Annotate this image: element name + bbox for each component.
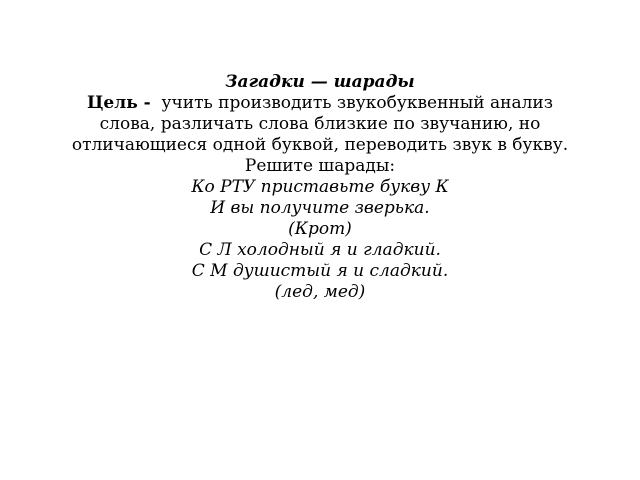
goal-text-1: учить производить звукобуквенный анализ <box>161 93 554 113</box>
riddle-line-2: И вы получите зверька. <box>210 198 430 218</box>
goal-line-3: отличающиеся одной буквой, переводить звук в букву. <box>71 135 569 155</box>
riddle-answer-1: (Крот) <box>288 219 352 239</box>
goal-line-1 <box>40 93 600 114</box>
instruction: Решите шарады: <box>244 156 396 176</box>
riddle-line-4: С М душистый я и сладкий. <box>191 261 449 281</box>
slide-title: Загадки — шарады <box>225 72 415 92</box>
slide-content <box>40 72 600 303</box>
goal-label: Цель - <box>86 93 151 113</box>
riddle-answer-2: (лед, мед) <box>274 282 366 302</box>
riddle-line-3: С Л холодный я и гладкий. <box>199 240 441 260</box>
riddle-line-1: Ко РТУ приставьте букву К <box>191 177 449 197</box>
goal-line-2: слова, различать слова близкие по звучанию, но <box>99 114 541 134</box>
